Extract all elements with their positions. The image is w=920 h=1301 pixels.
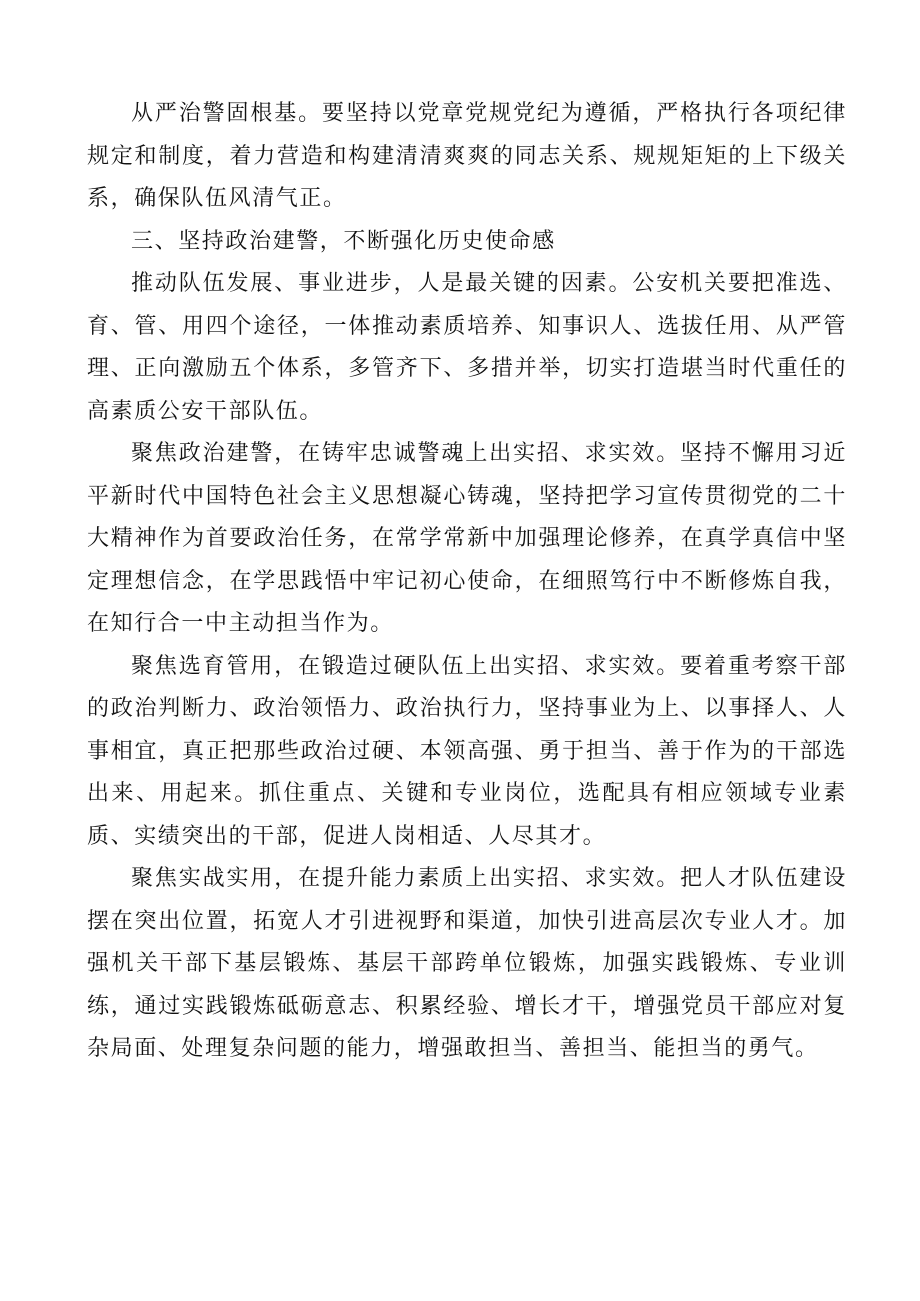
paragraph-practical-ability: 聚焦实战实用，在提升能力素质上出实招、求实效。把人才队伍建设摆在突出位置，拓宽人才引进视野和渠道，加快引进高层次专业人才。加强机关干部下基层锻炼、基层干部跨单位锻炼，加强实践锻炼、专业训练，通过实践锻炼砥砺意志、积累经验、增长才干，增强党员干部应对复杂局面、处理复杂问题的能力，增强敢担当、善担当、能担当的勇气。 — [87, 866, 847, 1061]
paragraph-team-development: 推动队伍发展、事业进步，人是最关键的因素。公安机关要把准选、育、管、用四个途径，一体推动素质培养、知事识人、选拔任用、从严管理、正向激励五个体系，多管齐下、多措并举，切实打造堪当时代重任的高素质公安干部队伍。 — [87, 271, 847, 424]
paragraph-strict-governance: 从严治警固根基。要坚持以党章党规党纪为遵循，严格执行各项纪律规定和制度，着力营造和构建清清爽爽的同志关系、规规矩矩的上下级关系，确保队伍风清气正。 — [87, 101, 847, 211]
section-heading-political-police: 三、坚持政治建警，不断强化历史使命感 — [131, 228, 556, 254]
paragraph-political-loyalty: 聚焦政治建警，在铸牢忠诚警魂上出实招、求实效。坚持不懈用习近平新时代中国特色社会主义思想凝心铸魂，坚持把学习宣传贯彻党的二十大精神作为首要政治任务，在常学常新中加强理论修养，在真学真信中坚定理想信念，在学思践悟中牢记初心使命，在细照笃行中不断修炼自我，在知行合一中主动担当作为。 — [87, 441, 847, 636]
document-page — [87, 93, 847, 1071]
paragraph-selection-management: 聚焦选育管用，在锻造过硬队伍上出实招、求实效。要着重考察干部的政治判断力、政治领悟力、政治执行力，坚持事业为上、以事择人、人事相宜，真正把那些政治过硬、本领高强、勇于担当、善于作为的干部选出来、用起来。抓住重点、关键和专业岗位，选配具有相应领域专业素质、实绩突出的干部，促进人岗相适、人尽其才。 — [87, 653, 847, 849]
